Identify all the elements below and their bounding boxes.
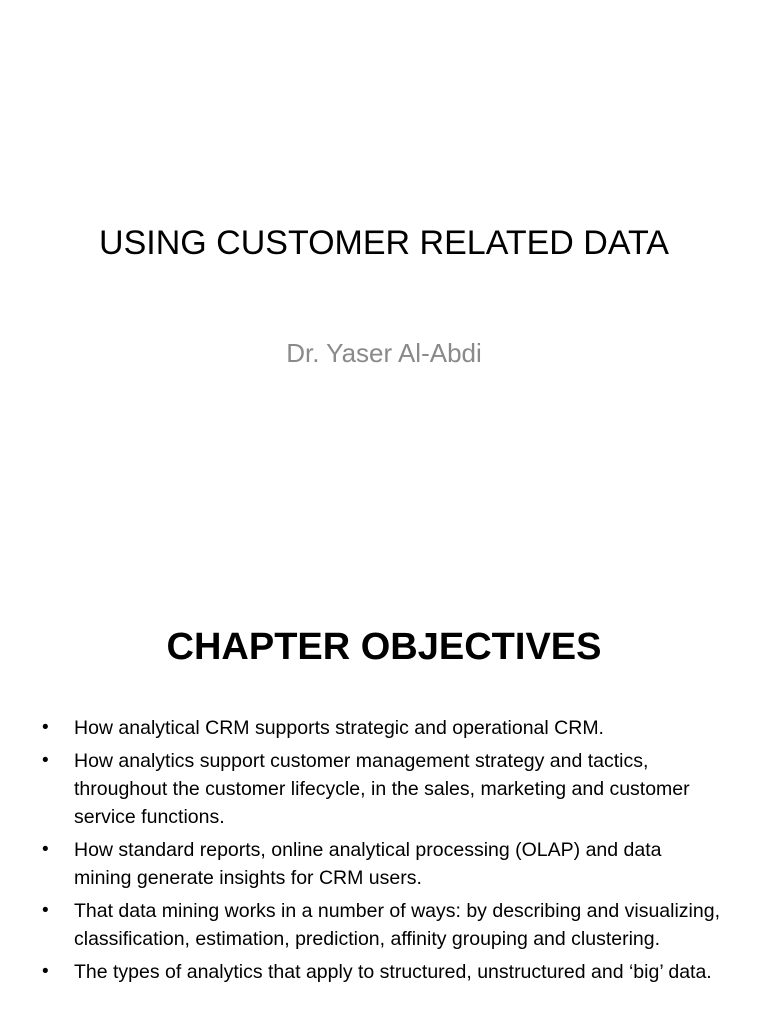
- list-item: [40, 836, 720, 892]
- bullet-icon: •: [42, 717, 49, 738]
- presentation-title: USING CUSTOMER RELATED DATA: [99, 224, 669, 262]
- list-item: [40, 958, 720, 986]
- list-item-text: How standard reports, online analytical processing (OLAP) and data mining generate insights for CRM users.: [74, 839, 662, 889]
- objectives-slide: [0, 576, 768, 1024]
- list-item-text: The types of analytics that apply to structured, unstructured and ‘big’ data.: [74, 961, 712, 983]
- list-item-text: How analytics support customer management strategy and tactics, throughout the customer lifecycle, in the sales, marketing and customer service functions.: [74, 750, 690, 828]
- list-item-text: How analytical CRM supports strategic and operational CRM.: [74, 717, 604, 739]
- list-item: [40, 897, 720, 953]
- objectives-list: [40, 714, 720, 991]
- bullet-icon: •: [42, 839, 49, 860]
- list-item-text: That data mining works in a number of ways: by describing and visualizing, classification, estimation, prediction, affinity grouping and clustering.: [74, 900, 720, 950]
- author-name: Dr. Yaser Al-Abdi: [286, 338, 482, 368]
- slide-heading: CHAPTER OBJECTIVES: [166, 626, 602, 668]
- list-item: [40, 714, 720, 742]
- bullet-icon: •: [42, 750, 49, 771]
- bullet-icon: •: [42, 961, 49, 982]
- list-item: [40, 747, 720, 831]
- bullet-icon: •: [42, 900, 49, 921]
